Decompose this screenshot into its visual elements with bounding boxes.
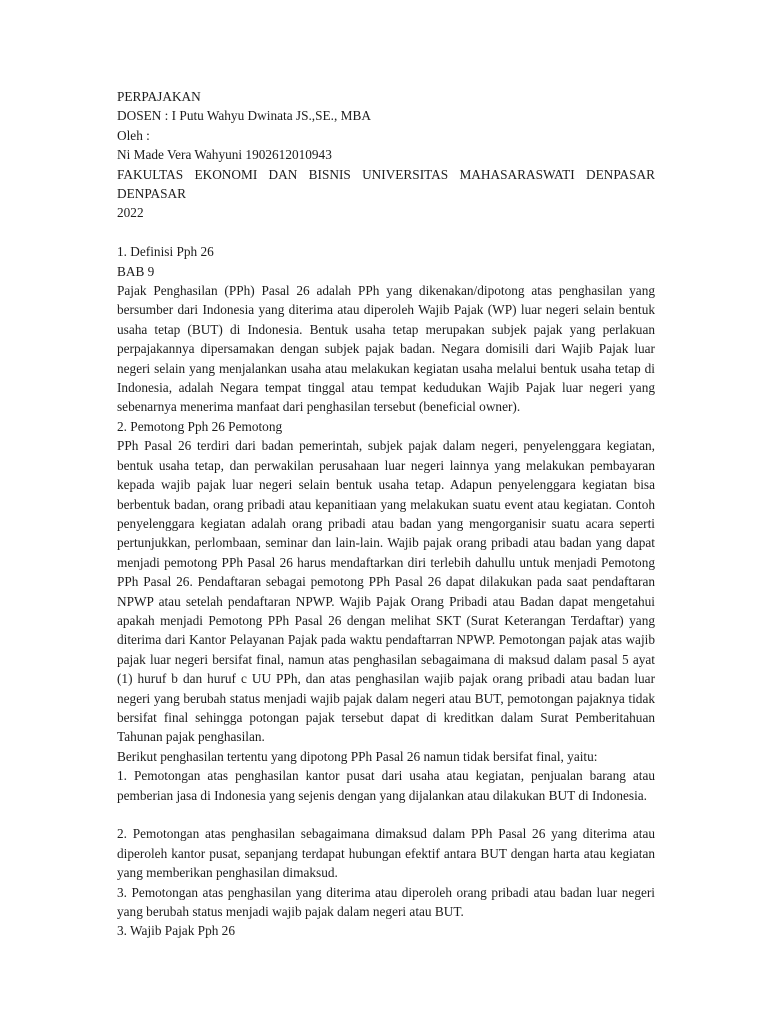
spacer [117, 223, 655, 242]
course-title: PERPAJAKAN [117, 89, 201, 104]
section-2-body: PPh Pasal 26 terdiri dari badan pemerintah, subjek pajak dalam negeri, penyelenggara kegiatan, bentuk usaha tetap, dan perwakilan perusahaan luar negeri lainnya yang melakukan pembayaran kepada wajib pajak luar negeri selain bentuk usaha tetap. Adapun penyelenggara kegiatan bisa berbentuk badan, orang pribadi atau kepanitiaan yang melakukan suatu event atau kegiatan. Contoh penyelenggara kegiatan adalah orang pribadi atau badan yang mengorganisir suatu acara seperti pertunjukkan, perlombaan, seminar dan lain-lain. Wajib pajak orang pribadi atau badan yang dapat menjadi pemotong PPh Pasal 26 harus mendaftarkan diri terlebih dahullu untuk menjadi Pemotong PPh Pasal 26. Pendaftaran sebagai pemotong PPh Pasal 26 dapat dilakukan pada saat pendaftaran NPWP atau setelah pendaftaran NPWP. Wajib Pajak Orang Pribadi atau Badan dapat mengetahui apakah menjadi Pemotong PPh Pasal 26 dengan melihat SKT (Surat Keterangan Terdaftar) yang diterima dari Kantor Pelayanan Pajak pada waktu pendaftarran NPWP. Pemotongan pajak atas wajib pajak luar negeri bersifat final, namun atas penghasilan sebagaimana di maksud dalam pasal 5 ayat (1) huruf b dan huruf c UU PPh, dan atas penghasilan wajib pajak orang pribadi atau badan luar negeri yang berubah status menjadi wajib pajak dalam negeri atau BUT, pemotongan pajaknya tidak bersifat final sehingga potongan pajak tersebut dapat di kreditkan dalam Surat Pemberitahuan Tahunan pajak penghasilan. [117, 438, 655, 745]
faculty-line: FAKULTAS EKONOMI DAN BISNIS UNIVERSITAS MAHASARASWATI DENPASAR DENPASAR [117, 166, 655, 202]
section-1-heading: 1. Definisi Pph 26 [117, 244, 214, 260]
year-line: 2022 [117, 205, 144, 221]
student-line: Ni Made Vera Wahyuni 1902612010943 [117, 147, 332, 163]
section-3-heading: 3. Wajib Pajak Pph 26 [117, 923, 235, 939]
list-item: 3. Pemotongan atas penghasilan yang diterima atau diperoleh orang pribadi atau badan luar negeri yang berubah status menjadi wajib pajak dalam negeri atau BUT. [117, 884, 655, 920]
section-2-heading: 2. Pemotong Pph 26 Pemotong [117, 418, 283, 434]
spacer [117, 805, 655, 824]
section-2-intro: Berikut penghasilan tertentu yang dipotong PPh Pasal 26 namun tidak bersifat final, yaitu: [117, 748, 598, 764]
list-item: 2. Pemotongan atas penghasilan sebagaimana dimaksud dalam PPh Pasal 26 yang diterima atau diperoleh kantor pusat, sepanjang terdapat hubungan efektif antara BUT dengan harta atau kegiatan yang memberikan penghasilan dimaksud. [117, 826, 655, 881]
by-label: Oleh : [117, 127, 150, 143]
chapter-label: BAB 9 [117, 263, 155, 279]
lecturer-line: DOSEN : I Putu Wahyu Dwinata JS.,SE., MBA [117, 108, 371, 124]
list-item: 1. Pemotongan atas penghasilan kantor pusat dari usaha atau kegiatan, penjualan barang atau pemberian jasa di Indonesia yang sejenis dengan yang dijalankan atau dilakukan BUT di Indonesia. [117, 768, 655, 803]
section-1-body: Pajak Penghasilan (PPh) Pasal 26 adalah PPh yang dikenakan/dipotong atas penghasilan yang bersumber dari Indonesia yang diterima atau diperoleh Wajib Pajak (WP) luar negeri selain bentuk usaha tetap (BUT) di Indonesia. Bentuk usaha tetap merupakan subjek pajak yang perlakuan perpajakannya dipersamakan dengan subjek pajak badan. Negara domisili dari Wajib Pajak luar negeri selain yang menjalankan usaha atau melakukan kegiatan usaha melalui bentuk usaha tetap di Indonesia, adalah Negara tempat tinggal atau tempat kedudukan Wajib Pajak luar negeri yang sebenarnya menerima manfaat dari penghasilan tersebut (beneficial owner). [117, 283, 655, 415]
document-page [117, 87, 655, 941]
